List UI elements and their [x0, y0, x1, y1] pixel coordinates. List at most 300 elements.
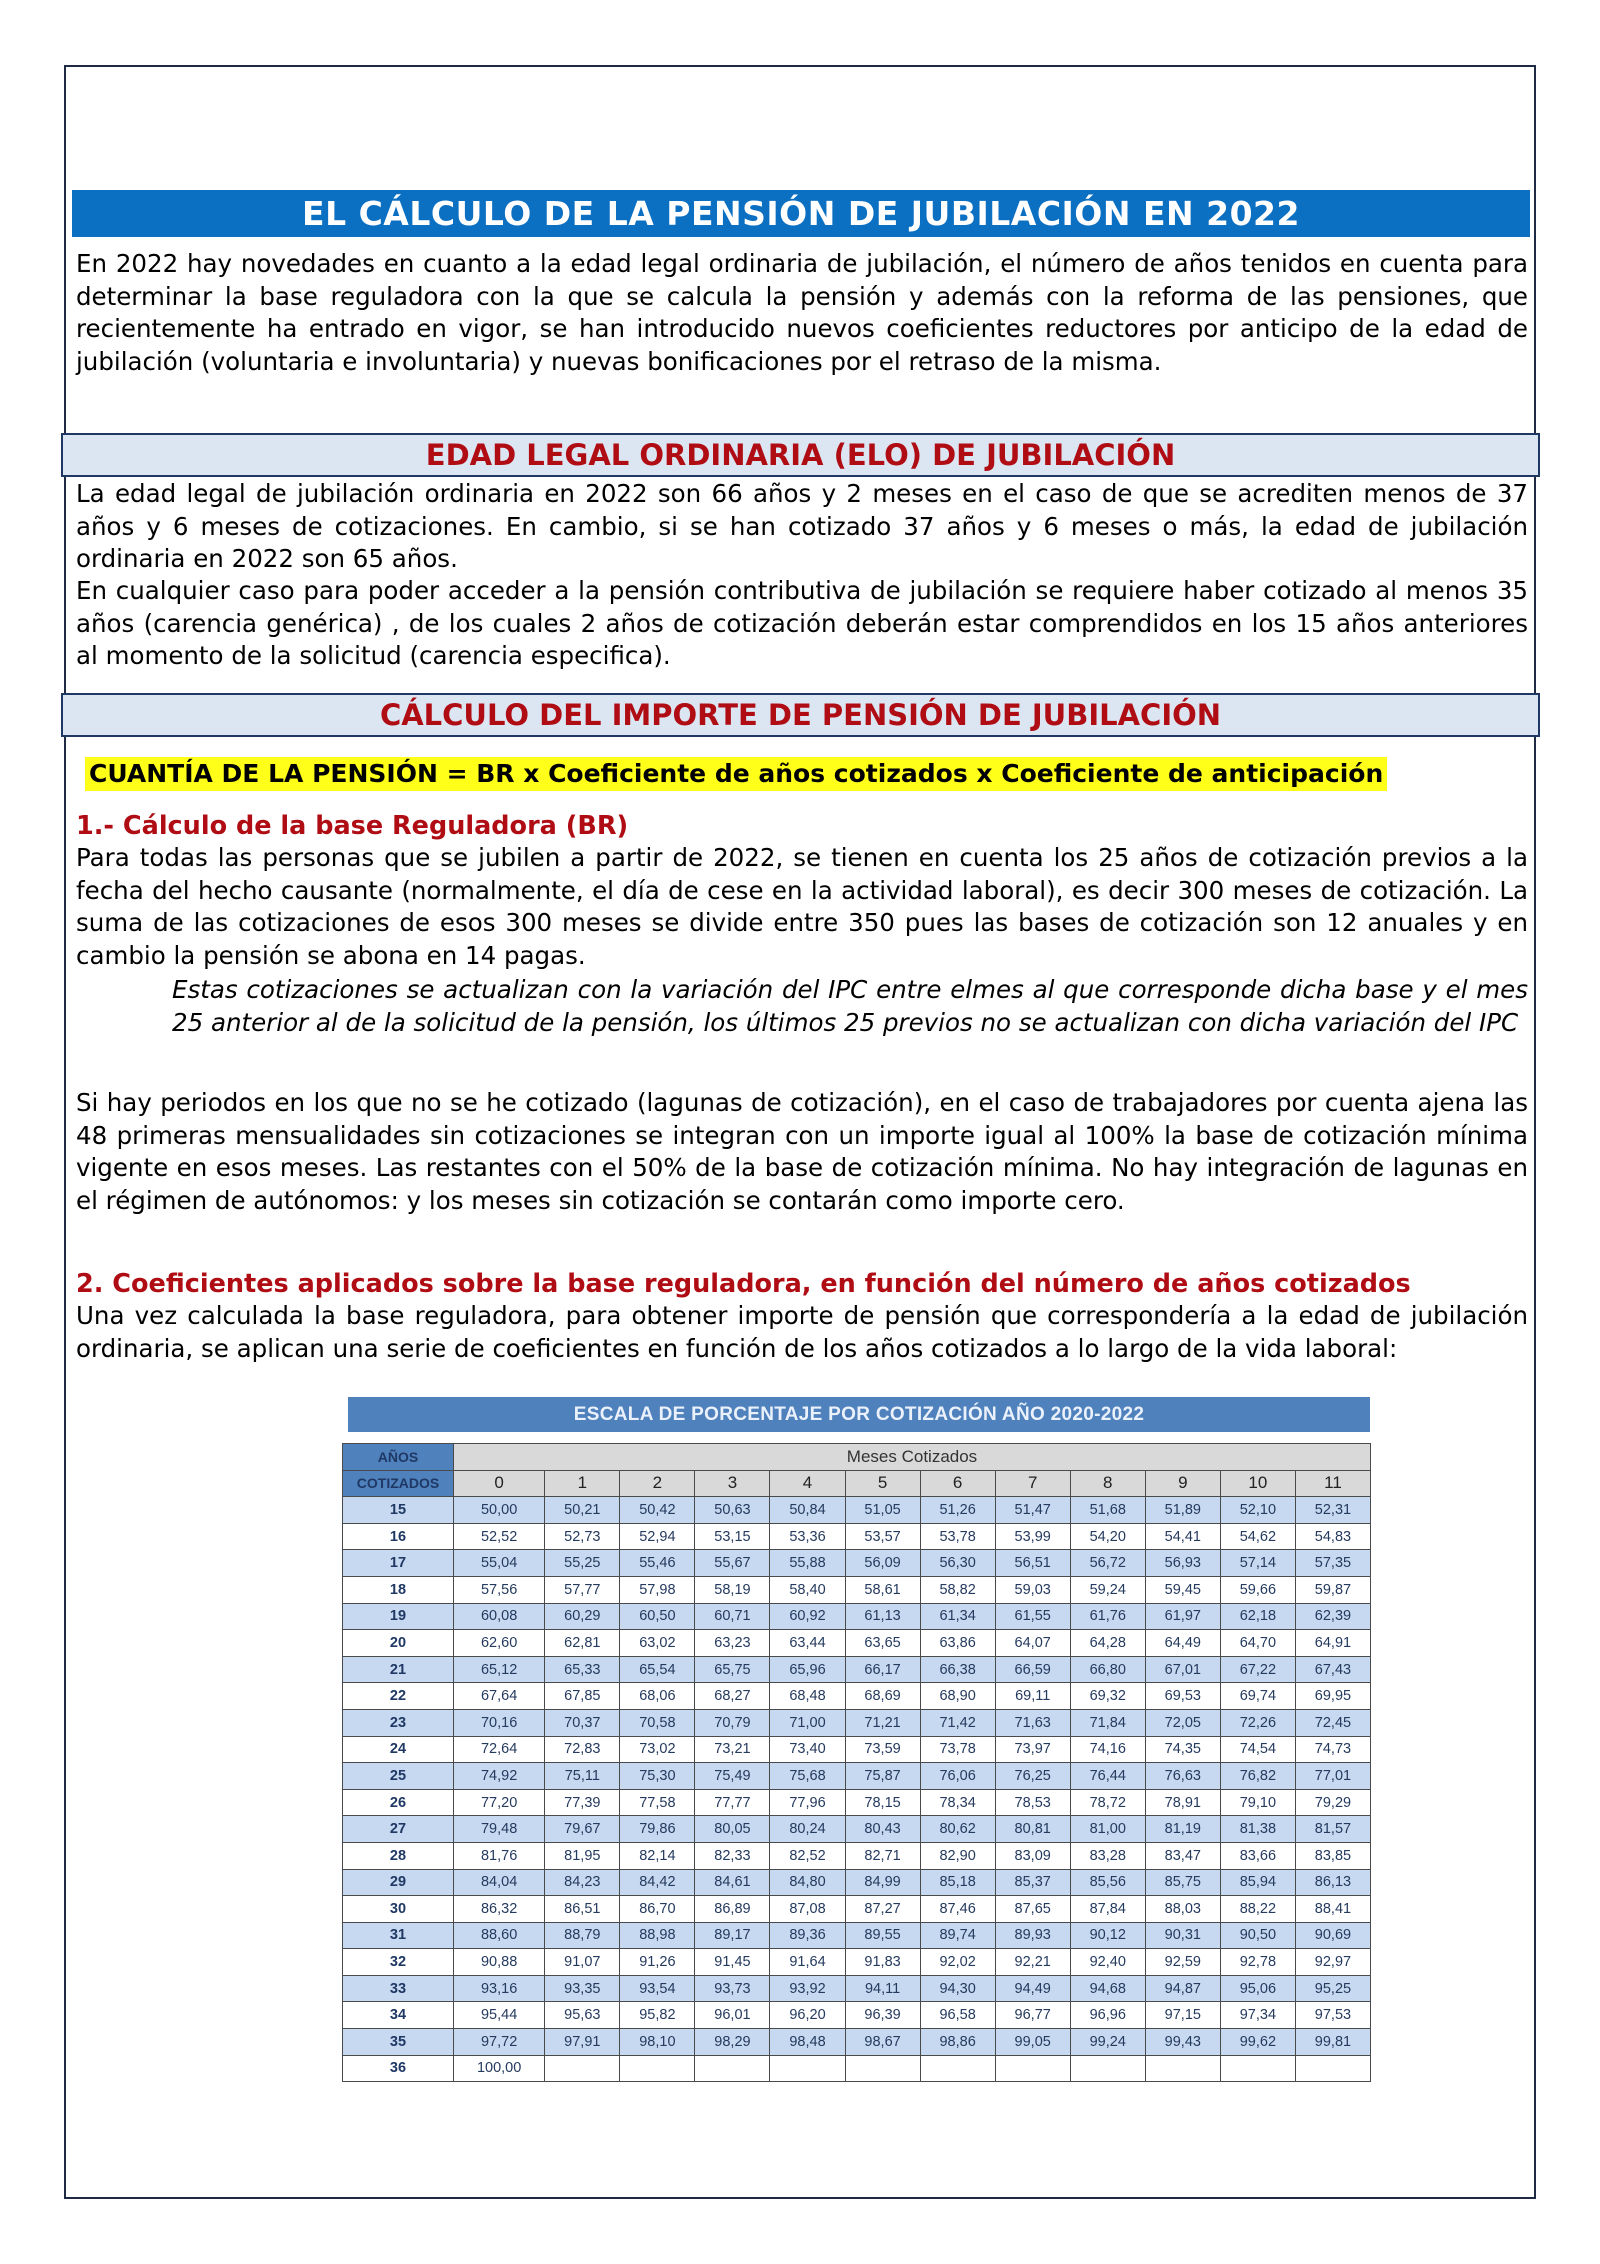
percentage-cell: 63,65 — [845, 1630, 920, 1657]
percentage-cell: 79,10 — [1220, 1789, 1295, 1816]
month-column-header: 10 — [1220, 1470, 1295, 1497]
percentage-cell: 71,84 — [1070, 1709, 1145, 1736]
percentage-cell: 58,40 — [770, 1576, 845, 1603]
percentage-cell: 53,57 — [845, 1523, 920, 1550]
table-row — [343, 1683, 1371, 1710]
percentage-cell: 92,40 — [1070, 1949, 1145, 1976]
years-cotizados-cell: 15 — [343, 1497, 454, 1524]
percentage-cell: 91,64 — [770, 1949, 845, 1976]
percentage-cell: 61,55 — [995, 1603, 1070, 1630]
table-row — [343, 1816, 1371, 1843]
percentage-cell: 58,82 — [920, 1576, 995, 1603]
percentage-cell: 67,85 — [545, 1683, 620, 1710]
percentage-cell: 66,80 — [1070, 1656, 1145, 1683]
percentage-cell: 52,94 — [620, 1523, 695, 1550]
percentage-cell: 79,67 — [545, 1816, 620, 1843]
table-row — [343, 2029, 1371, 2056]
percentage-cell: 71,42 — [920, 1709, 995, 1736]
percentage-cell: 99,81 — [1295, 2029, 1370, 2056]
table-row — [343, 1896, 1371, 1923]
percentage-cell: 62,18 — [1220, 1603, 1295, 1630]
percentage-cell — [620, 2055, 695, 2082]
percentage-cell: 89,17 — [695, 1922, 770, 1949]
percentage-cell: 74,16 — [1070, 1736, 1145, 1763]
percentage-cell: 75,49 — [695, 1763, 770, 1790]
percentage-cell: 54,41 — [1145, 1523, 1220, 1550]
percentage-cell: 86,32 — [454, 1896, 545, 1923]
table-row — [343, 1869, 1371, 1896]
percentage-cell: 88,41 — [1295, 1896, 1370, 1923]
percentage-cell: 76,44 — [1070, 1763, 1145, 1790]
percentage-cell: 71,21 — [845, 1709, 920, 1736]
percentage-cell: 56,72 — [1070, 1550, 1145, 1577]
years-cotizados-cell: 28 — [343, 1842, 454, 1869]
percentage-cell: 90,12 — [1070, 1922, 1145, 1949]
month-column-header: 7 — [995, 1470, 1070, 1497]
percentage-cell: 65,96 — [770, 1656, 845, 1683]
percentage-cell: 50,21 — [545, 1497, 620, 1524]
percentage-cell: 94,87 — [1145, 1975, 1220, 2002]
percentage-cell: 92,21 — [995, 1949, 1070, 1976]
percentage-cell: 51,26 — [920, 1497, 995, 1524]
percentage-cell: 60,50 — [620, 1603, 695, 1630]
percentage-cell: 78,53 — [995, 1789, 1070, 1816]
percentage-cell: 94,30 — [920, 1975, 995, 2002]
percentage-cell — [1070, 2055, 1145, 2082]
section-heading-calculo-importe: CÁLCULO DEL IMPORTE DE PENSIÓN DE JUBILACIÓN — [61, 693, 1540, 737]
percentage-cell: 99,24 — [1070, 2029, 1145, 2056]
subheading-coeficientes: 2. Coeficientes aplicados sobre la base reguladora, en función del número de años cotizados — [76, 1269, 1411, 1299]
percentage-cell: 70,16 — [454, 1709, 545, 1736]
percentage-cell: 56,93 — [1145, 1550, 1220, 1577]
percentage-cell: 68,69 — [845, 1683, 920, 1710]
percentage-cell — [1145, 2055, 1220, 2082]
years-cotizados-cell: 26 — [343, 1789, 454, 1816]
percentage-cell: 64,28 — [1070, 1630, 1145, 1657]
percentage-cell: 64,07 — [995, 1630, 1070, 1657]
percentage-cell: 81,38 — [1220, 1816, 1295, 1843]
percentage-cell: 51,68 — [1070, 1497, 1145, 1524]
percentage-cell: 87,46 — [920, 1896, 995, 1923]
percentage-cell: 80,62 — [920, 1816, 995, 1843]
percentage-cell: 65,33 — [545, 1656, 620, 1683]
percentage-cell: 57,56 — [454, 1576, 545, 1603]
percentage-cell: 83,47 — [1145, 1842, 1220, 1869]
percentage-cell: 60,92 — [770, 1603, 845, 1630]
percentage-cell: 77,77 — [695, 1789, 770, 1816]
table-row — [343, 1789, 1371, 1816]
percentage-cell: 64,91 — [1295, 1630, 1370, 1657]
percentage-cell: 51,05 — [845, 1497, 920, 1524]
percentage-cell: 61,34 — [920, 1603, 995, 1630]
years-cotizados-cell: 33 — [343, 1975, 454, 2002]
month-column-header: 0 — [454, 1470, 545, 1497]
percentage-cell: 75,68 — [770, 1763, 845, 1790]
years-cotizados-cell: 34 — [343, 2002, 454, 2029]
percentage-cell: 53,99 — [995, 1523, 1070, 1550]
percentage-cell: 65,75 — [695, 1656, 770, 1683]
table-row — [343, 1656, 1371, 1683]
percentage-cell: 92,97 — [1295, 1949, 1370, 1976]
percentage-cell: 89,36 — [770, 1922, 845, 1949]
percentage-cell: 93,73 — [695, 1975, 770, 2002]
percentage-cell: 84,23 — [545, 1869, 620, 1896]
percentage-cell: 56,51 — [995, 1550, 1070, 1577]
percentage-cell: 64,70 — [1220, 1630, 1295, 1657]
percentage-cell: 73,02 — [620, 1736, 695, 1763]
percentage-cell: 78,15 — [845, 1789, 920, 1816]
percentage-cell: 77,39 — [545, 1789, 620, 1816]
percentage-cell — [770, 2055, 845, 2082]
percentage-cell: 84,99 — [845, 1869, 920, 1896]
table-row — [343, 2002, 1371, 2029]
percentage-cell: 63,86 — [920, 1630, 995, 1657]
percentage-cell: 93,16 — [454, 1975, 545, 2002]
table-row — [343, 1497, 1371, 1524]
percentage-cell: 69,11 — [995, 1683, 1070, 1710]
percentage-cell: 58,61 — [845, 1576, 920, 1603]
years-cotizados-cell: 31 — [343, 1922, 454, 1949]
percentage-cell: 88,60 — [454, 1922, 545, 1949]
percentage-cell: 65,54 — [620, 1656, 695, 1683]
percentage-cell: 79,48 — [454, 1816, 545, 1843]
percentage-cell: 52,31 — [1295, 1497, 1370, 1524]
percentage-cell: 66,59 — [995, 1656, 1070, 1683]
percentage-cell: 85,75 — [1145, 1869, 1220, 1896]
percentage-cell — [1295, 2055, 1370, 2082]
edad-legal-paragraph-1: La edad legal de jubilación ordinaria en 2022 son 66 años y 2 meses en el caso de que se acrediten menos de 37 años y 6 meses de cotizaciones. En cambio, si se han cotizado 37 años y 6 meses o más, la edad de jubilación ordinaria en 2022 son 65 años. — [76, 479, 1528, 573]
percentage-cell: 53,15 — [695, 1523, 770, 1550]
percentage-cell: 70,79 — [695, 1709, 770, 1736]
years-cotizados-cell: 29 — [343, 1869, 454, 1896]
years-cotizados-cell: 17 — [343, 1550, 454, 1577]
intro-paragraph: En 2022 hay novedades en cuanto a la edad legal ordinaria de jubilación, el número de años tenidos en cuenta para determinar la base reguladora con la que se calcula la pensión y además con la reforma de las pensiones, que recientemente ha entrado en vigor, se han introducido nuevos coeficientes reductores por anticipo de la edad de jubilación (voluntaria e involuntaria) y nuevas bonificaciones por el retraso de la misma. — [76, 249, 1528, 376]
percentage-cell: 67,64 — [454, 1683, 545, 1710]
percentage-cell: 50,63 — [695, 1497, 770, 1524]
percentage-cell: 54,20 — [1070, 1523, 1145, 1550]
month-column-header: 6 — [920, 1470, 995, 1497]
percentage-cell: 71,00 — [770, 1709, 845, 1736]
percentage-cell: 90,69 — [1295, 1922, 1370, 1949]
years-cotizados-cell: 19 — [343, 1603, 454, 1630]
percentage-cell: 91,07 — [545, 1949, 620, 1976]
percentage-cell: 68,06 — [620, 1683, 695, 1710]
percentage-cell: 50,84 — [770, 1497, 845, 1524]
percentage-cell: 96,39 — [845, 2002, 920, 2029]
percentage-cell: 59,87 — [1295, 1576, 1370, 1603]
percentage-cell: 80,43 — [845, 1816, 920, 1843]
percentage-cell: 72,26 — [1220, 1709, 1295, 1736]
percentage-cell: 77,20 — [454, 1789, 545, 1816]
percentage-cell: 73,40 — [770, 1736, 845, 1763]
percentage-cell: 83,09 — [995, 1842, 1070, 1869]
percentage-cell: 61,97 — [1145, 1603, 1220, 1630]
percentage-cell: 77,58 — [620, 1789, 695, 1816]
percentage-cell: 84,04 — [454, 1869, 545, 1896]
percentage-cell: 63,02 — [620, 1630, 695, 1657]
percentage-cell: 51,89 — [1145, 1497, 1220, 1524]
percentage-cell: 98,10 — [620, 2029, 695, 2056]
percentage-cell: 96,96 — [1070, 2002, 1145, 2029]
percentage-cell: 87,65 — [995, 1896, 1070, 1923]
percentage-cell: 89,74 — [920, 1922, 995, 1949]
percentage-cell: 78,72 — [1070, 1789, 1145, 1816]
percentage-cell: 83,85 — [1295, 1842, 1370, 1869]
month-column-header: 5 — [845, 1470, 920, 1497]
percentage-cell: 63,44 — [770, 1630, 845, 1657]
percentage-cell: 72,45 — [1295, 1709, 1370, 1736]
percentage-cell: 77,96 — [770, 1789, 845, 1816]
percentage-cell: 97,91 — [545, 2029, 620, 2056]
percentage-cell: 89,55 — [845, 1922, 920, 1949]
percentage-cell: 78,34 — [920, 1789, 995, 1816]
percentage-cell: 61,76 — [1070, 1603, 1145, 1630]
percentage-cell: 91,83 — [845, 1949, 920, 1976]
percentage-cell: 67,43 — [1295, 1656, 1370, 1683]
percentage-cell: 97,72 — [454, 2029, 545, 2056]
percentage-cell: 94,49 — [995, 1975, 1070, 2002]
month-column-header: 8 — [1070, 1470, 1145, 1497]
month-column-header: 2 — [620, 1470, 695, 1497]
percentage-cell: 60,71 — [695, 1603, 770, 1630]
percentage-cell — [1220, 2055, 1295, 2082]
percentage-cell: 96,58 — [920, 2002, 995, 2029]
percentage-cell: 93,92 — [770, 1975, 845, 2002]
percentage-cell: 77,01 — [1295, 1763, 1370, 1790]
percentage-cell: 91,45 — [695, 1949, 770, 1976]
percentage-cell: 85,37 — [995, 1869, 1070, 1896]
percentage-cell: 63,23 — [695, 1630, 770, 1657]
percentage-cell: 81,57 — [1295, 1816, 1370, 1843]
pension-formula-highlight: CUANTÍA DE LA PENSIÓN = BR x Coeficiente de años cotizados x Coeficiente de anticipación — [85, 757, 1387, 791]
percentage-cell: 76,25 — [995, 1763, 1070, 1790]
years-cotizados-cell: 18 — [343, 1576, 454, 1603]
years-cotizados-cell: 23 — [343, 1709, 454, 1736]
percentage-cell: 85,56 — [1070, 1869, 1145, 1896]
month-column-header: 4 — [770, 1470, 845, 1497]
percentage-cell: 68,27 — [695, 1683, 770, 1710]
percentage-cell: 68,90 — [920, 1683, 995, 1710]
percentage-cell: 82,33 — [695, 1842, 770, 1869]
percentage-cell: 50,00 — [454, 1497, 545, 1524]
section-heading-edad-legal: EDAD LEGAL ORDINARIA (ELO) DE JUBILACIÓN — [61, 433, 1540, 477]
main-title-banner: EL CÁLCULO DE LA PENSIÓN DE JUBILACIÓN EN 2022 — [72, 190, 1530, 237]
percentage-cell: 96,77 — [995, 2002, 1070, 2029]
percentage-cell: 71,63 — [995, 1709, 1070, 1736]
percentage-cell: 98,67 — [845, 2029, 920, 2056]
percentage-cell: 83,66 — [1220, 1842, 1295, 1869]
table-row — [343, 1576, 1371, 1603]
percentage-cell: 95,25 — [1295, 1975, 1370, 2002]
edad-legal-paragraph-2: En cualquier caso para poder acceder a la pensión contributiva de jubilación se requiere haber cotizado al menos 35 años (carencia genérica) , de los cuales 2 años de cotización deberán estar comprendidos en los 15 años anteriores al momento de la solicitud (carencia especifica). — [76, 576, 1528, 670]
percentage-cell: 57,35 — [1295, 1550, 1370, 1577]
percentage-cell: 81,76 — [454, 1842, 545, 1869]
percentage-cell: 66,38 — [920, 1656, 995, 1683]
percentage-cell: 67,22 — [1220, 1656, 1295, 1683]
percentage-cell: 66,17 — [845, 1656, 920, 1683]
percentage-cell: 97,15 — [1145, 2002, 1220, 2029]
base-reguladora-paragraph: Para todas las personas que se jubilen a partir de 2022, se tienen en cuenta los 25 años de cotización previos a la fecha del hecho causante (normalmente, el día de cese en la actividad laboral), es decir 300 meses de cotización. La suma de las cotizaciones de esos 300 meses se divide entre 350 pues las bases de cotización son 12 anuales y en cambio la pensión se abona en 14 pagas. — [76, 843, 1528, 970]
percentage-cell: 59,03 — [995, 1576, 1070, 1603]
percentage-cell: 59,24 — [1070, 1576, 1145, 1603]
percentage-cell: 82,14 — [620, 1842, 695, 1869]
percentage-cell: 53,36 — [770, 1523, 845, 1550]
table-title: ESCALA DE PORCENTAJE POR COTIZACIÓN AÑO 2020-2022 — [348, 1397, 1370, 1432]
percentage-cell: 52,52 — [454, 1523, 545, 1550]
percentage-cell: 88,22 — [1220, 1896, 1295, 1923]
percentage-cell: 80,24 — [770, 1816, 845, 1843]
percentage-cell: 58,19 — [695, 1576, 770, 1603]
percentage-cell: 64,49 — [1145, 1630, 1220, 1657]
years-cotizados-cell: 21 — [343, 1656, 454, 1683]
percentage-cell: 87,08 — [770, 1896, 845, 1923]
percentage-cell: 93,35 — [545, 1975, 620, 2002]
years-cotizados-cell: 35 — [343, 2029, 454, 2056]
percentage-cell: 62,39 — [1295, 1603, 1370, 1630]
percentage-cell: 73,97 — [995, 1736, 1070, 1763]
years-cotizados-cell: 20 — [343, 1630, 454, 1657]
percentage-cell: 69,53 — [1145, 1683, 1220, 1710]
row-header-cotizados: COTIZADOS — [343, 1470, 454, 1497]
table-row — [343, 1763, 1371, 1790]
percentage-cell: 74,92 — [454, 1763, 545, 1790]
percentage-cell: 72,05 — [1145, 1709, 1220, 1736]
percentage-cell: 62,81 — [545, 1630, 620, 1657]
percentage-cell: 89,93 — [995, 1922, 1070, 1949]
percentage-cell: 86,89 — [695, 1896, 770, 1923]
percentage-cell: 95,44 — [454, 2002, 545, 2029]
percentage-cell: 55,04 — [454, 1550, 545, 1577]
percentage-cell: 84,61 — [695, 1869, 770, 1896]
percentage-cell: 52,73 — [545, 1523, 620, 1550]
percentage-cell: 57,14 — [1220, 1550, 1295, 1577]
percentage-cell: 73,21 — [695, 1736, 770, 1763]
percentage-cell: 86,13 — [1295, 1869, 1370, 1896]
percentage-cell — [545, 2055, 620, 2082]
percentage-cell: 100,00 — [454, 2055, 545, 2082]
percentage-cell: 76,06 — [920, 1763, 995, 1790]
percentage-cell: 56,09 — [845, 1550, 920, 1577]
percentage-cell: 80,05 — [695, 1816, 770, 1843]
subheading-base-reguladora: 1.- Cálculo de la base Reguladora (BR) — [76, 811, 629, 841]
percentage-cell: 99,05 — [995, 2029, 1070, 2056]
percentage-cell: 96,01 — [695, 2002, 770, 2029]
percentage-cell: 78,91 — [1145, 1789, 1220, 1816]
table-row — [343, 1550, 1371, 1577]
percentage-cell: 82,52 — [770, 1842, 845, 1869]
table-row — [343, 1630, 1371, 1657]
percentage-cell: 74,35 — [1145, 1736, 1220, 1763]
percentage-cell: 74,54 — [1220, 1736, 1295, 1763]
table-row — [343, 1922, 1371, 1949]
percentage-cell: 55,25 — [545, 1550, 620, 1577]
percentage-cell: 94,68 — [1070, 1975, 1145, 2002]
percentage-cell: 88,79 — [545, 1922, 620, 1949]
years-cotizados-cell: 25 — [343, 1763, 454, 1790]
years-cotizados-cell: 16 — [343, 1523, 454, 1550]
percentage-cell: 98,48 — [770, 2029, 845, 2056]
years-cotizados-cell: 24 — [343, 1736, 454, 1763]
percentage-cell: 80,81 — [995, 1816, 1070, 1843]
years-cotizados-cell: 36 — [343, 2055, 454, 2082]
percentage-cell: 97,34 — [1220, 2002, 1295, 2029]
percentage-cell: 69,74 — [1220, 1683, 1295, 1710]
percentage-cell: 99,62 — [1220, 2029, 1295, 2056]
percentage-cell: 92,59 — [1145, 1949, 1220, 1976]
percentage-cell: 61,13 — [845, 1603, 920, 1630]
table-row — [343, 1523, 1371, 1550]
percentage-cell: 81,19 — [1145, 1816, 1220, 1843]
percentage-cell: 81,00 — [1070, 1816, 1145, 1843]
percentage-cell: 60,08 — [454, 1603, 545, 1630]
percentage-cell: 76,82 — [1220, 1763, 1295, 1790]
percentage-cell: 98,29 — [695, 2029, 770, 2056]
years-cotizados-cell: 32 — [343, 1949, 454, 1976]
lagunas-paragraph: Si hay periodos en los que no se he cotizado (lagunas de cotización), en el caso de trabajadores por cuenta ajena las 48 primeras mensualidades sin cotizaciones se integran con un importe igual al 100% la base de cotización mínima vigente en esos meses. Las restantes con el 50% de la base de cotización mínima. No hay integración de lagunas en el régimen de autónomos: y los meses sin cotización se contarán como importe cero. — [76, 1088, 1528, 1215]
coeficientes-paragraph: Una vez calculada la base reguladora, para obtener importe de pensión que correspondería a la edad de jubilación ordinaria, se aplican una serie de coeficientes en función de los años cotizados a lo largo de la vida laboral: — [76, 1301, 1528, 1363]
percentage-cell: 60,29 — [545, 1603, 620, 1630]
table-row — [343, 1709, 1371, 1736]
percentage-cell: 86,51 — [545, 1896, 620, 1923]
percentage-cell: 67,01 — [1145, 1656, 1220, 1683]
ipc-update-note: Estas cotizaciones se actualizan con la variación del IPC entre elmes al que corresponde dicha base y el mes 25 anterior al de la solicitud de la pensión, los últimos 25 previos no se actualizan con dicha variación del IPC — [172, 975, 1528, 1037]
percentage-cell: 68,48 — [770, 1683, 845, 1710]
table-row — [343, 1603, 1371, 1630]
percentage-cell: 90,31 — [1145, 1922, 1220, 1949]
percentage-cell: 79,86 — [620, 1816, 695, 1843]
percentage-cell: 95,82 — [620, 2002, 695, 2029]
table-row — [343, 1975, 1371, 2002]
percentage-cell — [995, 2055, 1070, 2082]
month-column-header: 9 — [1145, 1470, 1220, 1497]
percentage-cell: 57,98 — [620, 1576, 695, 1603]
percentage-cell: 85,94 — [1220, 1869, 1295, 1896]
percentage-cell: 95,06 — [1220, 1975, 1295, 2002]
percentage-cell: 54,62 — [1220, 1523, 1295, 1550]
percentage-cell: 51,47 — [995, 1497, 1070, 1524]
percentage-cell: 84,80 — [770, 1869, 845, 1896]
col-group-header: Meses Cotizados — [454, 1444, 1371, 1471]
percentage-cell: 76,63 — [1145, 1763, 1220, 1790]
table-row — [343, 1949, 1371, 1976]
row-header-anos: AÑOS — [343, 1444, 454, 1471]
percentage-cell: 56,30 — [920, 1550, 995, 1577]
table-row — [343, 1842, 1371, 1869]
percentage-cell: 55,67 — [695, 1550, 770, 1577]
percentage-cell: 93,54 — [620, 1975, 695, 2002]
percentage-cell: 55,46 — [620, 1550, 695, 1577]
percentage-cell: 81,95 — [545, 1842, 620, 1869]
percentage-cell: 79,29 — [1295, 1789, 1370, 1816]
percentage-cell: 98,86 — [920, 2029, 995, 2056]
month-column-header: 3 — [695, 1470, 770, 1497]
percentage-cell: 96,20 — [770, 2002, 845, 2029]
percentage-cell: 57,77 — [545, 1576, 620, 1603]
percentage-cell: 95,63 — [545, 2002, 620, 2029]
percentage-cell: 69,95 — [1295, 1683, 1370, 1710]
percentage-cell: 90,50 — [1220, 1922, 1295, 1949]
percentage-cell: 75,87 — [845, 1763, 920, 1790]
percentage-cell: 87,27 — [845, 1896, 920, 1923]
percentage-cell: 97,53 — [1295, 2002, 1370, 2029]
percentage-cell: 72,64 — [454, 1736, 545, 1763]
percentage-cell: 54,83 — [1295, 1523, 1370, 1550]
percentage-cell: 87,84 — [1070, 1896, 1145, 1923]
percentage-cell: 92,02 — [920, 1949, 995, 1976]
month-column-header: 11 — [1295, 1470, 1370, 1497]
percentage-cell: 73,59 — [845, 1736, 920, 1763]
years-cotizados-cell: 22 — [343, 1683, 454, 1710]
